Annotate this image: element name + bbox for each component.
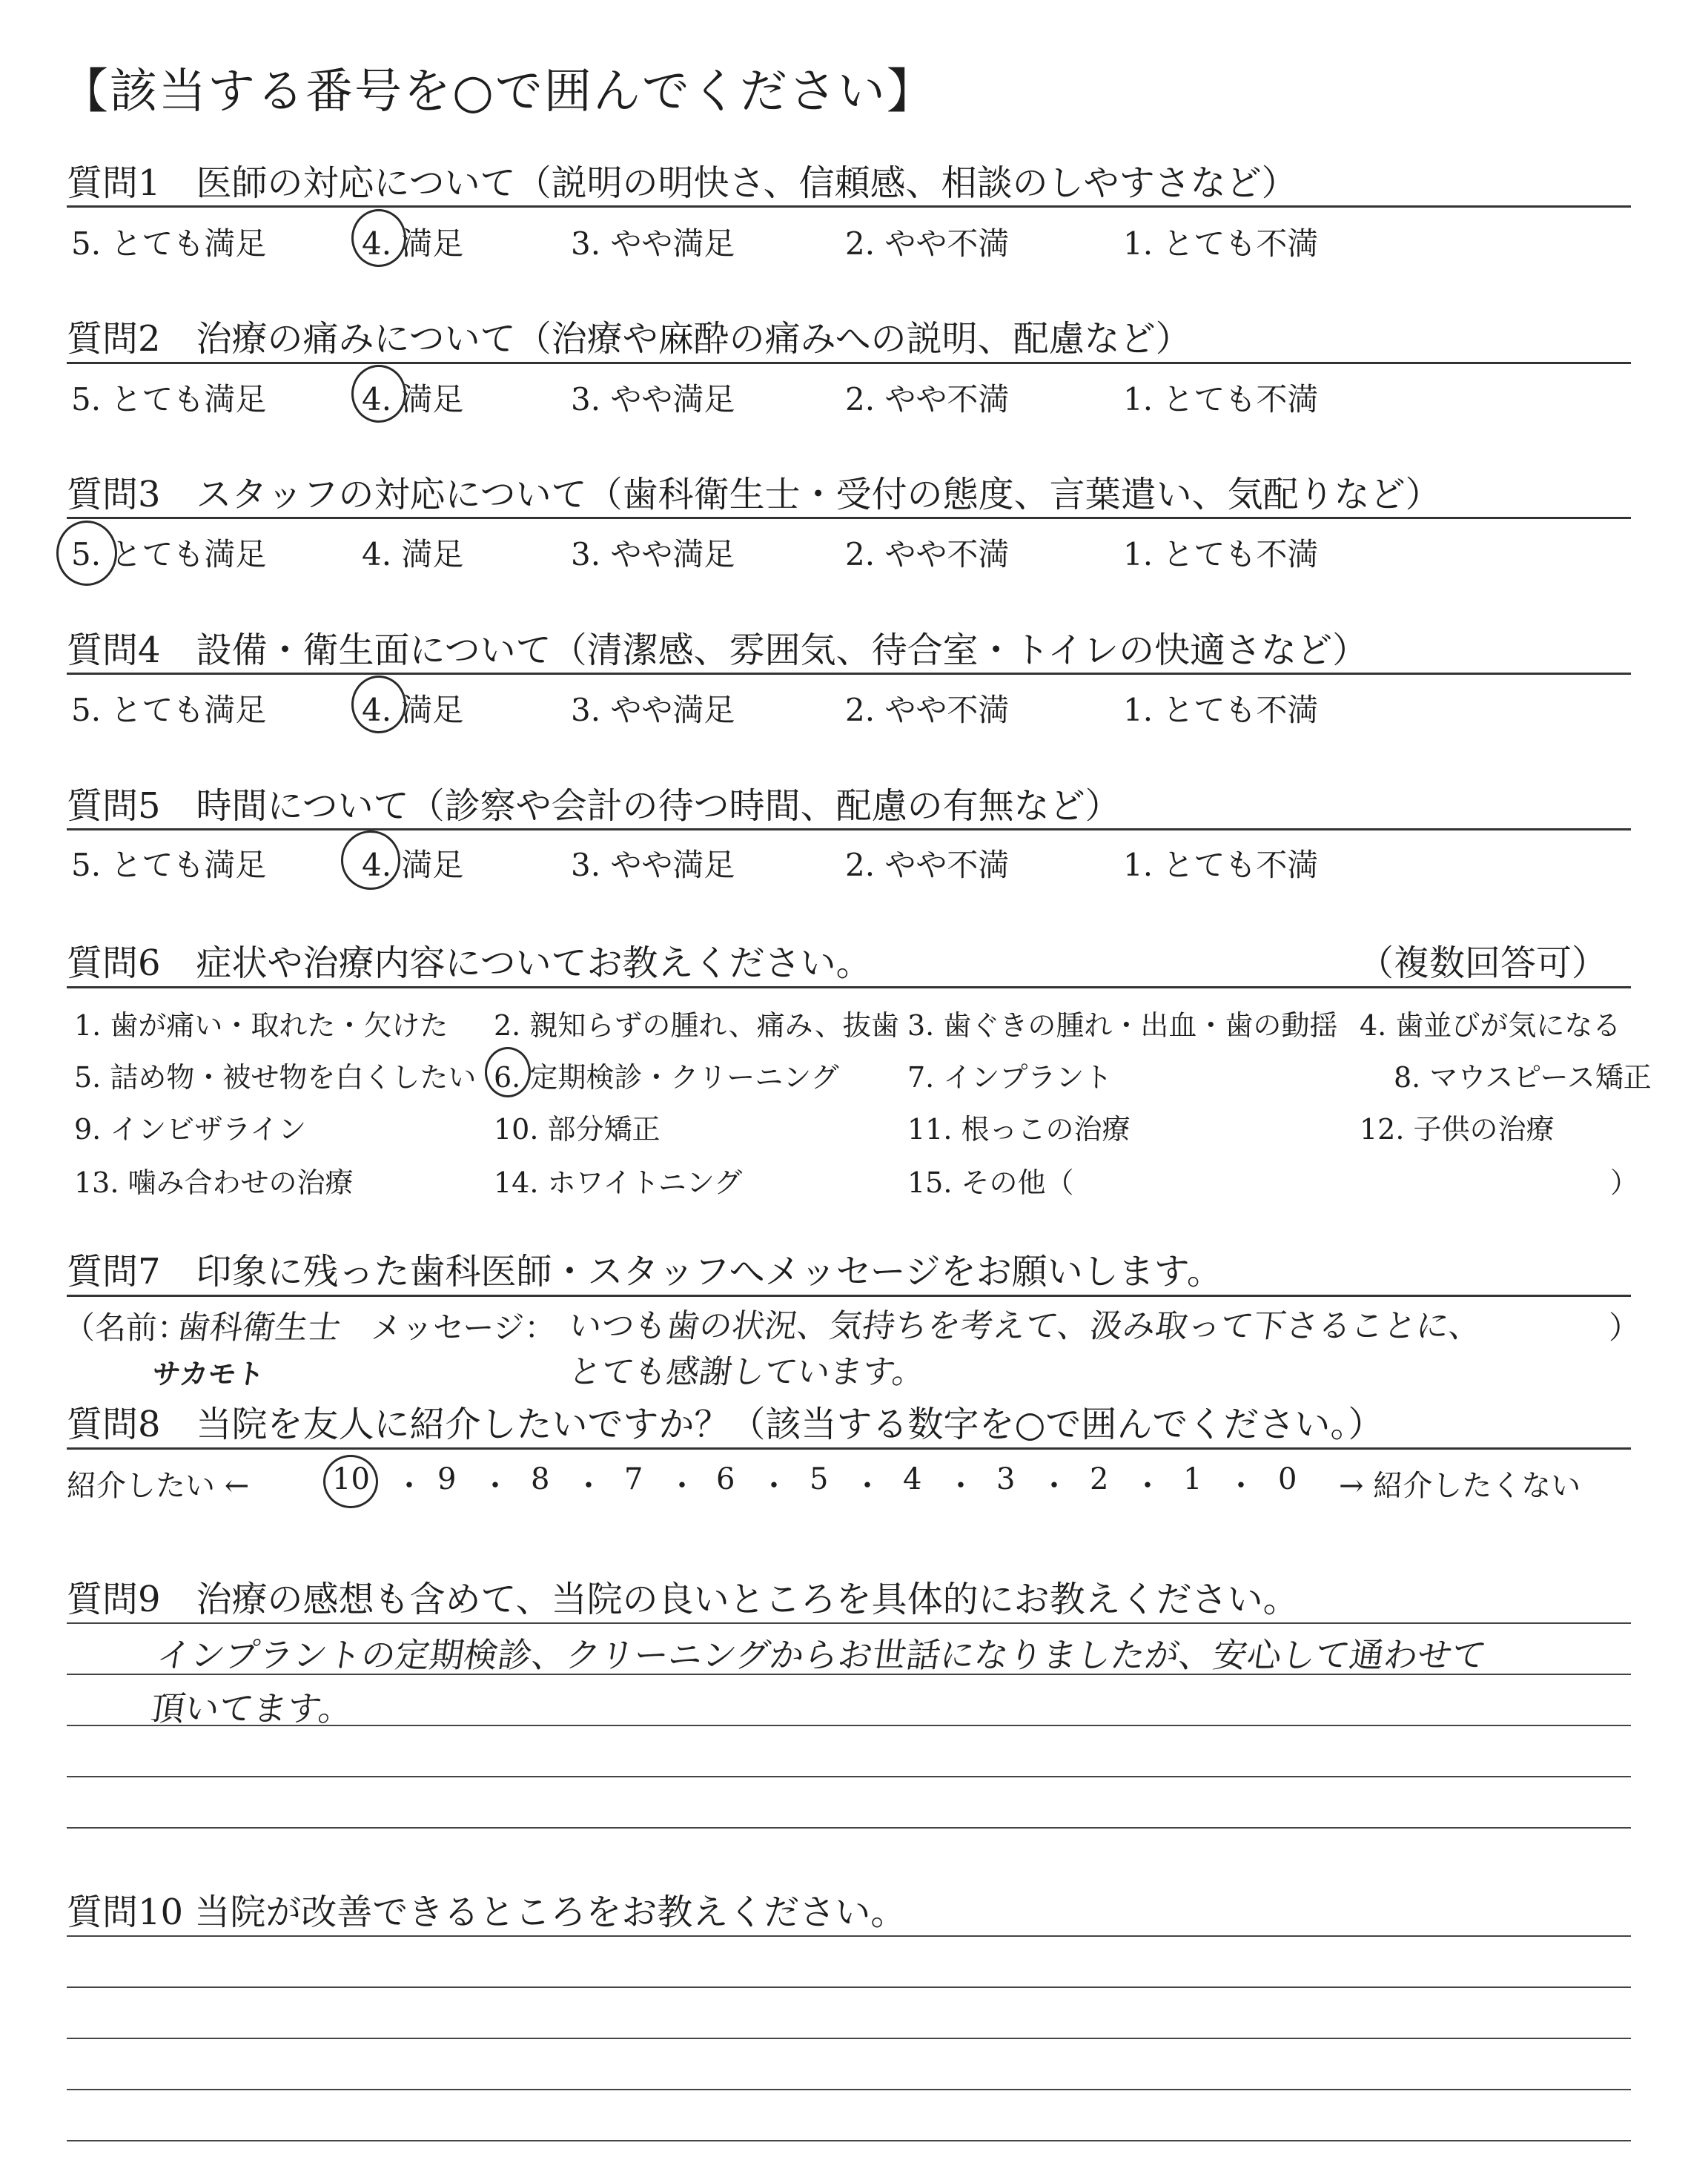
q6-option-3[interactable]: 3. 歯ぐきの腫れ・出血・歯の動揺 — [907, 1009, 1338, 1042]
q6-option-12[interactable]: 12. 子供の治療 — [1360, 1113, 1555, 1146]
q6-other-close: ） — [1610, 1166, 1639, 1199]
q5-option-5[interactable]: 5. とても満足 — [71, 847, 267, 883]
divider — [67, 1295, 1631, 1297]
q5-selection-circle — [341, 830, 400, 890]
q6-option-5[interactable]: 5. 詰め物・被せ物を白くしたい — [74, 1061, 477, 1094]
q8-left-label: 紹介したい ← — [67, 1469, 250, 1503]
q4-option-5[interactable]: 5. とても満足 — [71, 692, 267, 728]
q8-separator: ・ — [394, 1469, 424, 1503]
question-6-note: （複数回答可） — [1358, 942, 1608, 984]
page-title: 【該当する番号を○で囲んでください】 — [61, 65, 936, 119]
q6-option-1[interactable]: 1. 歯が痛い・取れた・欠けた — [74, 1009, 448, 1042]
q3-option-4[interactable]: 4. 満足 — [362, 536, 464, 572]
q8-separator: ・ — [667, 1469, 697, 1503]
q5-option-4[interactable]: 4. 満足 — [362, 847, 464, 883]
answer-line — [67, 1622, 1631, 1624]
q8-separator: ・ — [480, 1469, 510, 1503]
q8-separator: ・ — [1226, 1469, 1256, 1503]
question-3-title: 質問3 スタッフの対応について（歯科衛生士・受付の態度、言葉遣い、気配りなど） — [67, 474, 1441, 515]
answer-line — [67, 1776, 1631, 1777]
q2-option-2[interactable]: 2. やや不満 — [845, 381, 1010, 417]
question-7-title: 質問7 印象に残った歯科医師・スタッフへメッセージをお願いします。 — [67, 1251, 1222, 1292]
q7-message-line1[interactable]: いつも歯の状況、気持ちを考えて、汲み取って下さることに、 — [566, 1307, 1485, 1345]
q6-option-4[interactable]: 4. 歯並びが気になる — [1360, 1009, 1621, 1042]
q6-option-2[interactable]: 2. 親知らずの腫れ、痛み、抜歯 — [494, 1009, 899, 1042]
q6-option-13[interactable]: 13. 噛み合わせの治療 — [74, 1166, 354, 1199]
q3-option-2[interactable]: 2. やや不満 — [845, 536, 1010, 572]
q4-option-3[interactable]: 3. やや満足 — [571, 692, 735, 728]
q8-right-label: → 紹介したくない — [1339, 1469, 1581, 1503]
q9-answer-line2[interactable]: 頂いてます。 — [148, 1688, 356, 1728]
answer-line — [67, 2140, 1631, 2141]
q7-message-line2[interactable]: とても感謝しています。 — [566, 1353, 928, 1391]
q6-option-14[interactable]: 14. ホワイトニング — [494, 1166, 743, 1199]
question-10-title: 質問10 当院が改善できるところをお教えください。 — [67, 1892, 907, 1933]
divider — [67, 362, 1631, 364]
q7-name-handwritten[interactable]: 歯科衛生士 — [174, 1309, 343, 1347]
q1-option-4[interactable]: 4. 満足 — [362, 225, 464, 262]
q7-name-label: （名前： — [64, 1309, 189, 1346]
q8-scale-4[interactable]: 4 — [903, 1462, 922, 1496]
q2-option-3[interactable]: 3. やや満足 — [571, 381, 735, 417]
q8-scale-9[interactable]: 9 — [437, 1462, 457, 1496]
q4-option-2[interactable]: 2. やや不満 — [845, 692, 1010, 728]
q7-message-label: メッセージ： — [371, 1309, 556, 1346]
divider — [67, 1447, 1631, 1450]
divider — [67, 673, 1631, 675]
q9-answer-line1[interactable]: インプラントの定期検診、クリーニングからお世話になりましたが、安心して通わせて — [153, 1635, 1489, 1675]
q8-scale-7[interactable]: 7 — [624, 1462, 643, 1496]
q3-option-1[interactable]: 1. とても不満 — [1123, 536, 1319, 572]
q4-option-1[interactable]: 1. とても不満 — [1123, 692, 1319, 728]
q6-option-9[interactable]: 9. インビザライン — [74, 1113, 307, 1146]
q6-selection-circle — [485, 1047, 531, 1097]
q8-scale-0[interactable]: 0 — [1278, 1462, 1297, 1496]
question-5-title: 質問5 時間について（診察や会計の待つ時間、配慮の有無など） — [67, 785, 1121, 827]
question-2-title: 質問2 治療の痛みについて（治療や麻酔の痛みへの説明、配慮など） — [67, 318, 1191, 360]
q1-option-3[interactable]: 3. やや満足 — [571, 225, 735, 262]
divider — [67, 205, 1631, 208]
divider — [67, 517, 1631, 519]
q2-selection-circle — [351, 365, 406, 423]
q8-scale-8[interactable]: 8 — [531, 1462, 550, 1496]
q8-scale-10[interactable]: 10 — [332, 1462, 370, 1496]
q8-scale-6[interactable]: 6 — [716, 1462, 735, 1496]
q1-option-5[interactable]: 5. とても満足 — [71, 225, 267, 262]
q8-scale-2[interactable]: 2 — [1090, 1462, 1109, 1496]
q3-option-5[interactable]: 5. とても満足 — [71, 536, 267, 572]
q8-separator: ・ — [1039, 1469, 1069, 1503]
q6-option-7[interactable]: 7. インプラント — [907, 1061, 1113, 1094]
q5-option-3[interactable]: 3. やや満足 — [571, 847, 735, 883]
question-8-title: 質問8 当院を友人に紹介したいですか？（該当する数字を○で囲んでください。） — [67, 1404, 1384, 1445]
question-4-title: 質問4 設備・衛生面について（清潔感、雰囲気、待合室・トイレの快適さなど） — [67, 630, 1368, 671]
q7-name-handwritten-2[interactable]: サカモト — [150, 1358, 267, 1390]
answer-line — [67, 1986, 1631, 1988]
q8-separator: ・ — [574, 1469, 603, 1503]
q3-selection-circle — [56, 521, 117, 586]
q6-option-10[interactable]: 10. 部分矯正 — [494, 1113, 661, 1146]
q6-option-15[interactable]: 15. その他（ — [907, 1166, 1074, 1199]
q4-selection-circle — [351, 676, 406, 733]
q8-separator: ・ — [1133, 1469, 1162, 1503]
q8-scale-1[interactable]: 1 — [1183, 1462, 1202, 1496]
q5-option-1[interactable]: 1. とても不満 — [1123, 847, 1319, 883]
answer-line — [67, 1827, 1631, 1829]
question-6-title: 質問6 症状や治療内容についてお教えください。 — [67, 942, 872, 984]
q1-option-2[interactable]: 2. やや不満 — [845, 225, 1010, 262]
question-1-title: 質問1 医師の対応について（説明の明快さ、信頼感、相談のしやすさなど） — [67, 162, 1297, 204]
q6-option-6[interactable]: 6. 定期検診・クリーニング — [494, 1061, 839, 1094]
q2-option-5[interactable]: 5. とても満足 — [71, 381, 267, 417]
divider — [67, 986, 1631, 988]
answer-line — [67, 1935, 1631, 1937]
q1-selection-circle — [351, 209, 406, 267]
q3-option-3[interactable]: 3. やや満足 — [571, 536, 735, 572]
q8-separator: ・ — [946, 1469, 976, 1503]
q2-option-1[interactable]: 1. とても不満 — [1123, 381, 1319, 417]
q1-option-1[interactable]: 1. とても不満 — [1123, 225, 1319, 262]
q6-option-8[interactable]: 8. マウスピース矯正 — [1394, 1061, 1652, 1094]
q7-close-paren: ） — [1609, 1309, 1641, 1346]
question-9-title: 質問9 治療の感想も含めて、当院の良いところを具体的にお教えください。 — [67, 1579, 1299, 1620]
q4-option-4[interactable]: 4. 満足 — [362, 692, 464, 728]
q8-separator: ・ — [759, 1469, 789, 1503]
answer-line — [67, 2038, 1631, 2039]
q8-selection-circle — [323, 1455, 378, 1508]
q8-scale-5[interactable]: 5 — [810, 1462, 829, 1496]
q5-option-2[interactable]: 2. やや不満 — [845, 847, 1010, 883]
answer-line — [67, 2089, 1631, 2090]
q6-option-11[interactable]: 11. 根っこの治療 — [907, 1113, 1131, 1146]
q8-scale-3[interactable]: 3 — [996, 1462, 1016, 1496]
divider — [67, 828, 1631, 830]
q2-option-4[interactable]: 4. 満足 — [362, 381, 464, 417]
q8-separator: ・ — [853, 1469, 882, 1503]
